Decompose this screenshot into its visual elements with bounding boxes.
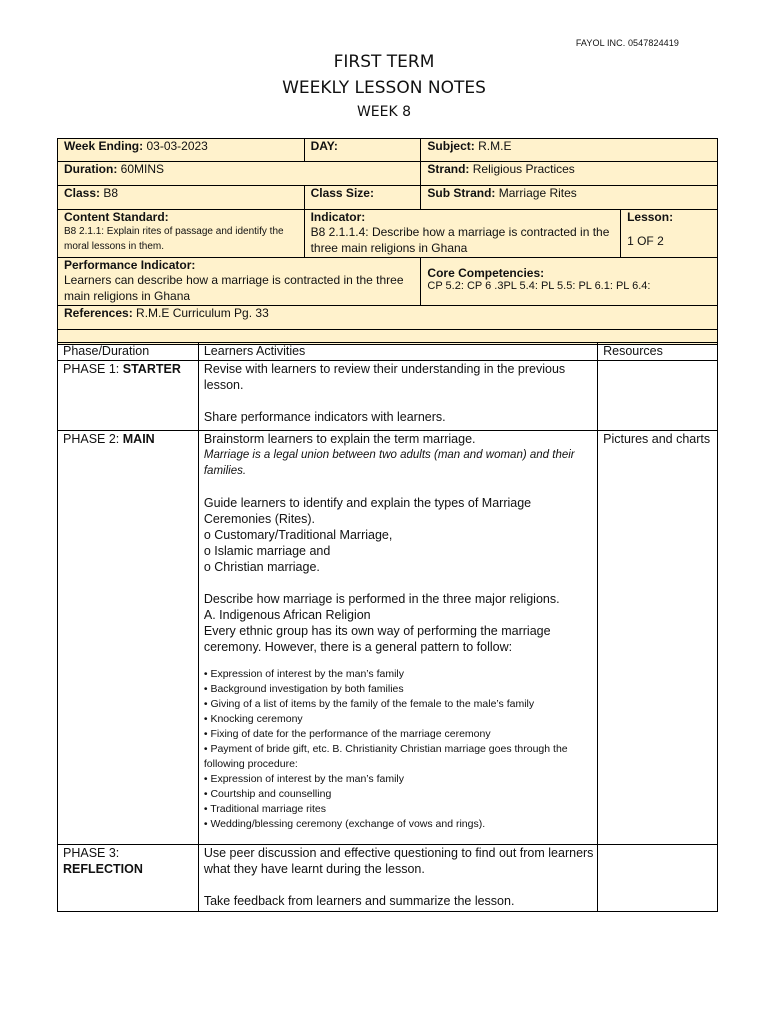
core-competencies-label: Core Competencies: — [427, 266, 545, 280]
phase1-activity-1: Revise with learners to review their understanding in the previous lesson. — [203, 362, 566, 392]
duration-cell — [58, 162, 421, 186]
subject-value: R.M.E — [478, 139, 512, 153]
sub-strand-value: Marriage Rites — [498, 186, 577, 200]
duration-label: Duration: — [64, 162, 118, 176]
phase3-resources — [598, 845, 718, 912]
phase3-label: PHASE 3: — [63, 846, 120, 860]
phase-duration-header: Phase/Duration — [58, 343, 199, 361]
week-ending-value: 03-03-2023 — [146, 139, 208, 153]
phase1-activities — [198, 361, 597, 431]
phase2-guide: Guide learners to identify and explain the types of Marriage Ceremonies (Rites). — [203, 496, 532, 526]
procedure-item: • Expression of interest by the man’s family — [203, 668, 405, 680]
strand-value: Religious Practices — [472, 162, 575, 176]
performance-indicator-label: Performance Indicator: — [64, 258, 196, 272]
marriage-type: o Islamic marriage and — [203, 544, 331, 558]
content-standard-cell — [58, 210, 305, 258]
phase3-activities — [198, 845, 597, 912]
core-competencies-cell — [421, 258, 718, 306]
indicator-label: Indicator: — [310, 210, 366, 224]
phase3-activity-2: Take feedback from learners and summarize the lesson. — [203, 894, 515, 908]
lesson-cell — [621, 210, 718, 258]
core-competencies-value: CP 5.2: CP 6 .3PL 5.4: PL 5.5: PL 6.1: PL 6.4: — [427, 280, 651, 292]
content-standard-label: Content Standard: — [64, 210, 169, 224]
procedure-item: • Traditional marriage rites — [203, 803, 326, 815]
procedure-item: • Fixing of date for the performance of the marriage ceremony — [203, 728, 491, 740]
procedure-item: • Giving of a list of items by the family of the female to the male’s family — [203, 698, 535, 710]
sub-strand-label: Sub Strand: — [427, 186, 496, 200]
indigenous-intro: Every ethnic group has its own way of performing the marriage ceremony. However, there is a general pattern to follow: — [203, 624, 551, 654]
strand-cell — [421, 162, 718, 186]
week-ending-cell — [58, 139, 305, 162]
phase2-describe: Describe how marriage is performed in the three major religions. — [203, 592, 560, 606]
content-standard-value: B8 2.1.1: Explain rites of passage and identify the moral lessons in them. — [64, 226, 284, 252]
class-size-label: Class Size: — [310, 186, 374, 200]
marriage-definition: Marriage is a legal union between two adults (man and woman) and their families. — [203, 449, 575, 477]
lesson-phases-table — [57, 342, 718, 912]
procedure-item: • Courtship and counselling — [203, 788, 332, 800]
procedure-item: • Wedding/blessing ceremony (exchange of vows and rings). — [203, 818, 486, 830]
phase2-brainstorm: Brainstorm learners to explain the term marriage. — [203, 432, 476, 446]
phase3-cell — [58, 845, 199, 912]
day-label: DAY: — [310, 139, 338, 153]
references-label: References: — [64, 306, 133, 320]
phase3-name: REFLECTION — [63, 862, 143, 876]
procedure-item: • Knocking ceremony — [203, 713, 303, 725]
indigenous-heading: A. Indigenous African Religion — [203, 608, 371, 622]
week-ending-label: Week Ending: — [64, 139, 144, 153]
indicator-cell — [304, 210, 620, 258]
procedure-item: • Expression of interest by the man’s family — [203, 773, 405, 785]
phase2-resources: Pictures and charts — [598, 431, 718, 845]
lesson-label: Lesson: — [627, 210, 674, 224]
phase1-cell — [58, 361, 199, 431]
publisher-watermark: FAYOL INC. 0547824419 — [575, 38, 679, 48]
sub-strand-cell — [421, 186, 718, 210]
class-value: B8 — [103, 186, 119, 200]
duration-value: 60MINS — [120, 162, 165, 176]
references-cell — [58, 306, 718, 330]
day-cell — [304, 139, 421, 162]
lesson-value: 1 OF 2 — [627, 234, 664, 248]
strand-label: Strand: — [427, 162, 470, 176]
phase1-activity-2: Share performance indicators with learners. — [203, 410, 446, 424]
references-value: R.M.E Curriculum Pg. 33 — [136, 306, 269, 320]
class-label: Class: — [64, 186, 101, 200]
performance-indicator-value: Learners can describe how a marriage is contracted in the three main religions in Ghana — [64, 273, 404, 303]
lesson-header-table — [57, 138, 718, 345]
phase3-activity-1: Use peer discussion and effective questioning to find out from learners what they have learnt during the lesson. — [203, 846, 594, 876]
marriage-type: o Christian marriage. — [203, 560, 320, 574]
phase1-name: STARTER — [122, 362, 181, 376]
notes-title: WEEKLY LESSON NOTES — [282, 78, 486, 98]
phase2-name: MAIN — [122, 432, 155, 446]
procedure-item: • Payment of bride gift, etc. B. Christianity Christian marriage goes through the following procedure: — [203, 743, 568, 770]
phase2-cell — [58, 431, 199, 845]
resources-header: Resources — [598, 343, 718, 361]
indicator-value: B8 2.1.1.4: Describe how a marriage is contracted in the three main religions in Ghana — [310, 225, 610, 255]
subject-cell — [421, 139, 718, 162]
week-title: WEEK 8 — [356, 104, 412, 120]
phase1-resources — [598, 361, 718, 431]
phase1-label: PHASE 1: — [63, 362, 120, 376]
class-cell — [58, 186, 305, 210]
subject-label: Subject: — [427, 139, 475, 153]
performance-indicator-cell — [58, 258, 421, 306]
phase2-label: PHASE 2: — [63, 432, 120, 446]
phase2-activities — [198, 431, 597, 845]
term-title: FIRST TERM — [333, 52, 435, 72]
learners-activities-header: Learners Activities — [198, 343, 597, 361]
procedure-item: • Background investigation by both families — [203, 683, 404, 695]
marriage-type: o Customary/Traditional Marriage, — [203, 528, 393, 542]
class-size-cell — [304, 186, 421, 210]
